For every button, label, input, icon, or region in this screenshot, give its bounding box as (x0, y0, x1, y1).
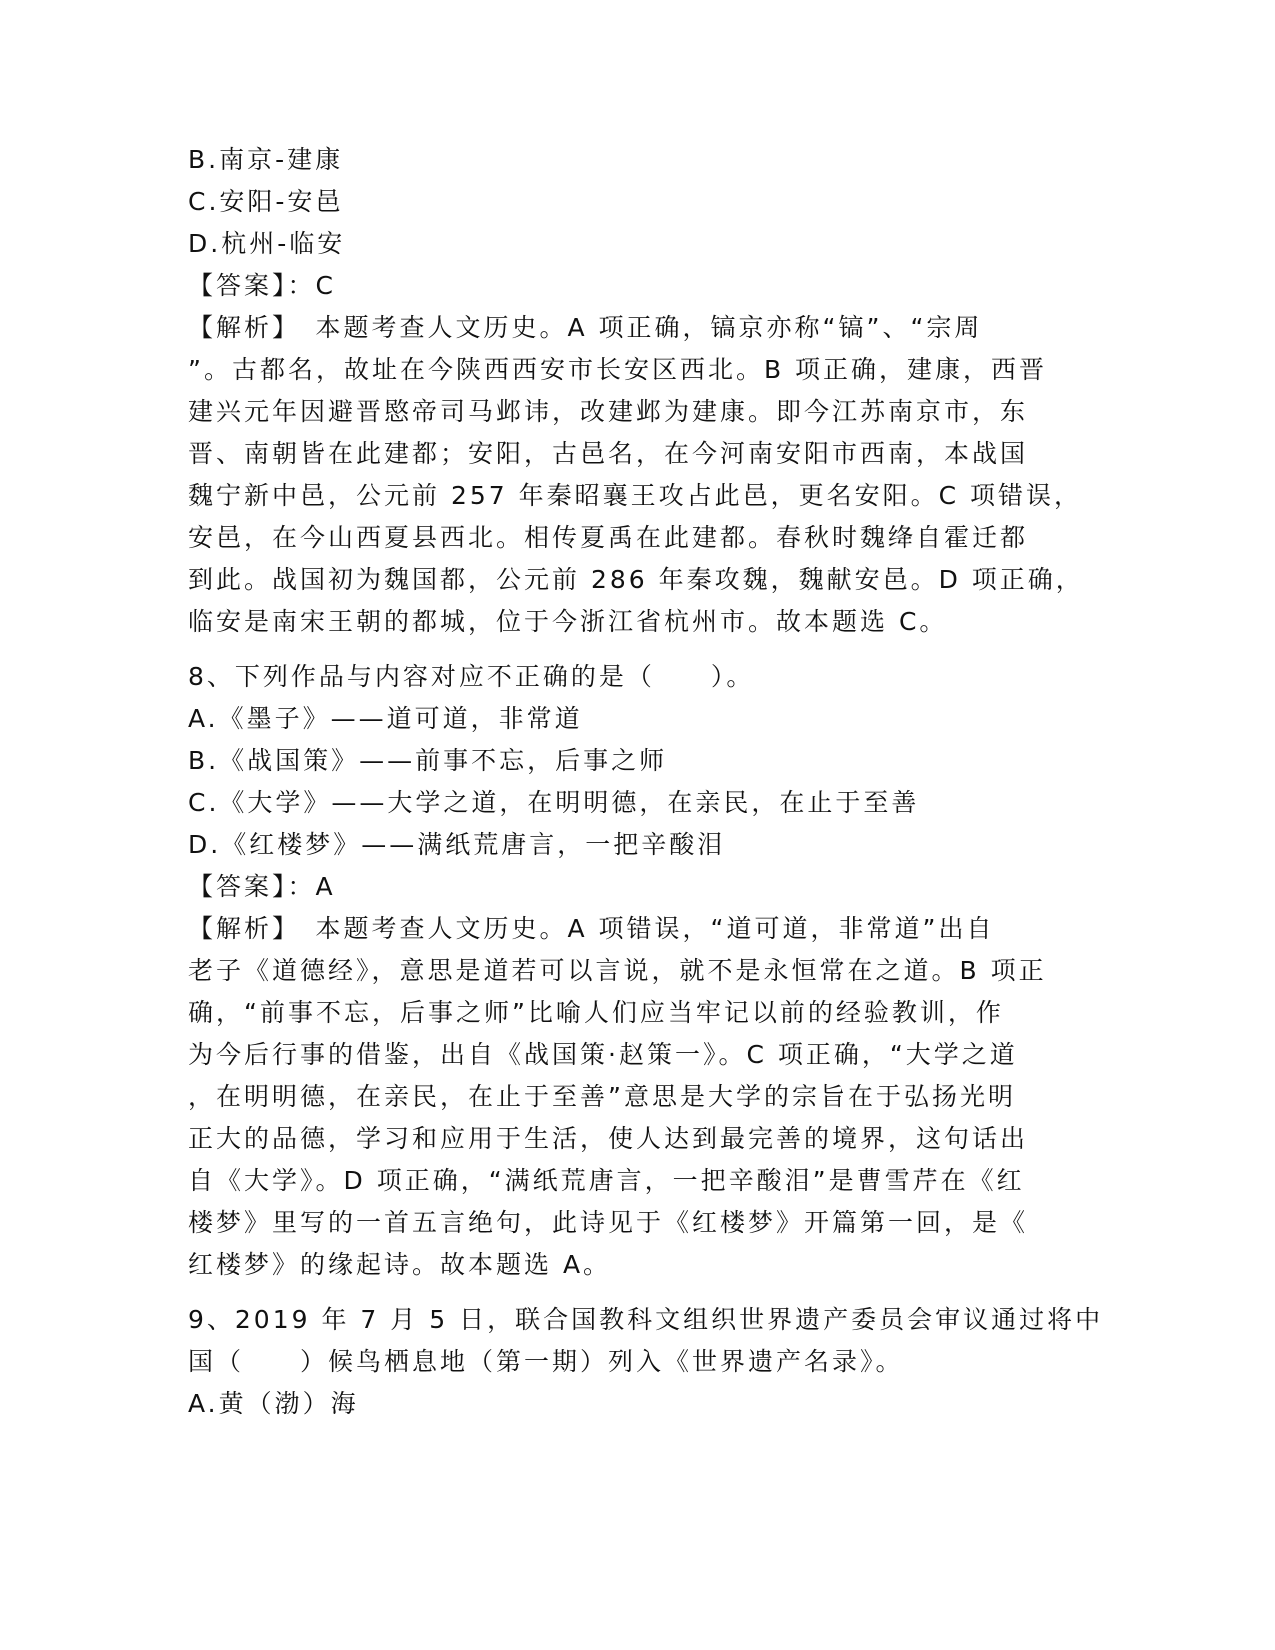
q7-analysis-line: 到此。战国初为魏国都，公元前 286 年秦攻魏，魏献安邑。D 项正确， (188, 565, 1084, 594)
q7-analysis-line: 临安是南宋王朝的都城，位于今浙江省杭州市。故本题选 C。 (188, 607, 948, 636)
q8-analysis-line: 正大的品德，学习和应用于生活，使人达到最完善的境界，这句话出 (188, 1124, 1029, 1153)
q8-analysis-line: 自《大学》。D 项正确，“满纸荒唐言，一把辛酸泪”是曹雪芹在《红 (188, 1166, 1025, 1195)
q7-analysis-line: 建兴元年因避晋愍帝司马邺讳，改建邺为建康。即今江苏南京市，东 (188, 397, 1029, 426)
q7-analysis-line: 魏宁新中邑，公元前 257 年秦昭襄王攻占此邑，更名安阳。C 项错误， (188, 481, 1083, 510)
q7-analysis-line: 晋、南朝皆在此建都；安阳，古邑名，在今河南安阳市西南，本战国 (188, 439, 1029, 468)
q8-analysis-line: 红楼梦》的缘起诗。故本题选 A。 (188, 1250, 612, 1279)
q8-analysis-line: 【解析】 本题考查人文历史。A 项错误，“道可道，非常道”出自 (188, 914, 995, 943)
q7-answer: 【答案】：C (188, 271, 336, 300)
q8-analysis-line: 确，“前事不忘，后事之师”比喻人们应当牢记以前的经验教训，作 (188, 998, 1004, 1027)
q7-analysis-line: ”。古都名，故址在今陕西西安市长安区西北。B 项正确，建康，西晋 (188, 355, 1048, 384)
q7-option-c: C.安阳-安邑 (188, 187, 344, 216)
q7-analysis-line: 安邑，在今山西夏县西北。相传夏禹在此建都。春秋时魏绛自霍迁都 (188, 523, 1029, 552)
q8-analysis-line: 老子《道德经》，意思是道若可以言说，就不是永恒常在之道。B 项正 (188, 956, 1047, 985)
q8-analysis-line: ，在明明德，在亲民，在止于至善”意思是大学的宗旨在于弘扬光明 (188, 1082, 1016, 1111)
q9-question-line: 9、2019 年 7 月 5 日，联合国教科文组织世界遗产委员会审议通过将中 (188, 1305, 1104, 1334)
q8-option-d: D.《红楼梦》——满纸荒唐言，一把辛酸泪 (188, 830, 726, 859)
q8-option-c: C.《大学》——大学之道，在明明德，在亲民，在止于至善 (188, 788, 920, 817)
q9-question-line: 国（ ）候鸟栖息地（第一期）列入《世界遗产名录》。 (188, 1347, 904, 1376)
q9-option-a: A.黄（渤）海 (188, 1389, 359, 1418)
q7-option-b: B.南京-建康 (188, 145, 344, 174)
q8-option-b: B.《战国策》——前事不忘，后事之师 (188, 746, 668, 775)
q7-option-d: D.杭州-临安 (188, 229, 346, 258)
q8-analysis-line: 为今后行事的借鉴，出自《战国策·赵策一》。C 项正确，“大学之道 (188, 1040, 1018, 1069)
q8-question: 8、下列作品与内容对应不正确的是（ ）。 (188, 662, 755, 691)
q8-analysis-line: 楼梦》里写的一首五言绝句，此诗见于《红楼梦》开篇第一回，是《 (188, 1208, 1029, 1237)
q7-analysis-line: 【解析】 本题考查人文历史。A 项正确，镐京亦称“镐”、“宗周 (188, 313, 983, 342)
q8-option-a: A.《墨子》——道可道，非常道 (188, 704, 583, 733)
q8-answer: 【答案】：A (188, 872, 336, 901)
